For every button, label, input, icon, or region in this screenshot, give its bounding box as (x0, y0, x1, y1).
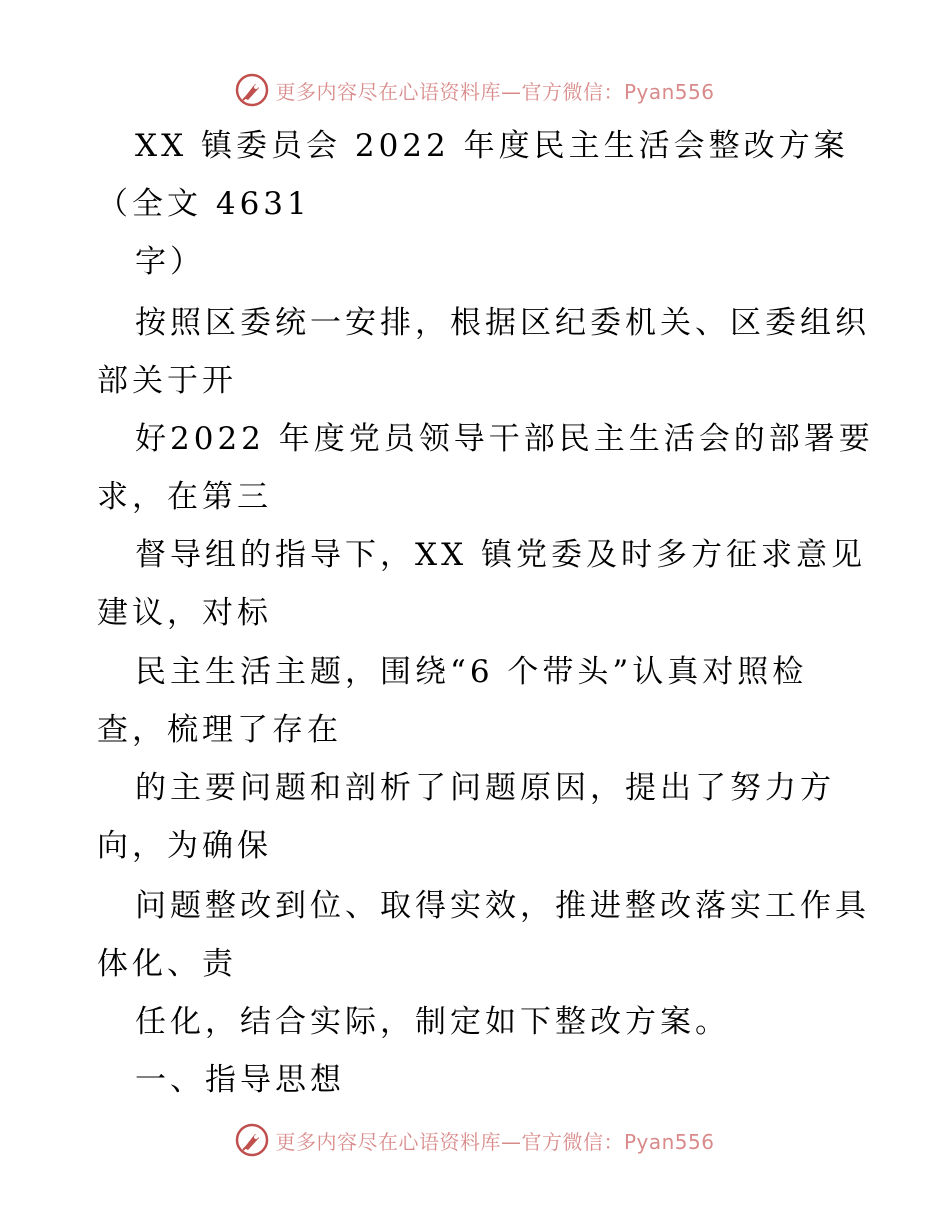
document-line: 好2022 年度党员领导干部民主生活会的部署要 (135, 421, 874, 457)
document-line: 求，在第三 (97, 479, 272, 515)
watermark-text: 更多内容尽在心语资料库—官方微信：Pyan556 (275, 79, 715, 104)
document-line: （全文 4631 (97, 186, 311, 222)
pen-nib-logo-icon (235, 73, 269, 107)
document-line: 字） (135, 244, 205, 280)
header-watermark (0, 70, 950, 110)
document-line: 的主要问题和剖析了问题原因，提出了努力方 (135, 770, 835, 806)
footer-watermark (0, 1120, 950, 1160)
document-line: 按照区委统一安排，根据区纪委机关、区委组织 (135, 305, 870, 341)
document-line: 督导组的指导下，XX 镇党委及时多方征求意见 (135, 537, 866, 573)
pen-nib-logo-icon (235, 1123, 269, 1157)
document-line: 问题整改到位、取得实效，推进整改落实工作具 (135, 888, 870, 924)
document-line: 查，梳理了存在 (97, 712, 342, 748)
watermark-text: 更多内容尽在心语资料库—官方微信：Pyan556 (275, 1129, 715, 1154)
document-line: 向，为确保 (97, 828, 272, 864)
document-line: 部关于开 (97, 363, 237, 399)
section-heading: 一、指导思想 (135, 1062, 345, 1098)
document-line: 体化、责 (97, 946, 237, 982)
document-line: 建议，对标 (97, 595, 272, 631)
document-line: 任化，结合实际，制定如下整改方案。 (135, 1004, 730, 1040)
document-title-line: XX 镇委员会 2022 年度民主生活会整改方案 (135, 128, 849, 164)
document-line: 民主生活主题，围绕“6 个带头”认真对照检 (135, 654, 808, 690)
